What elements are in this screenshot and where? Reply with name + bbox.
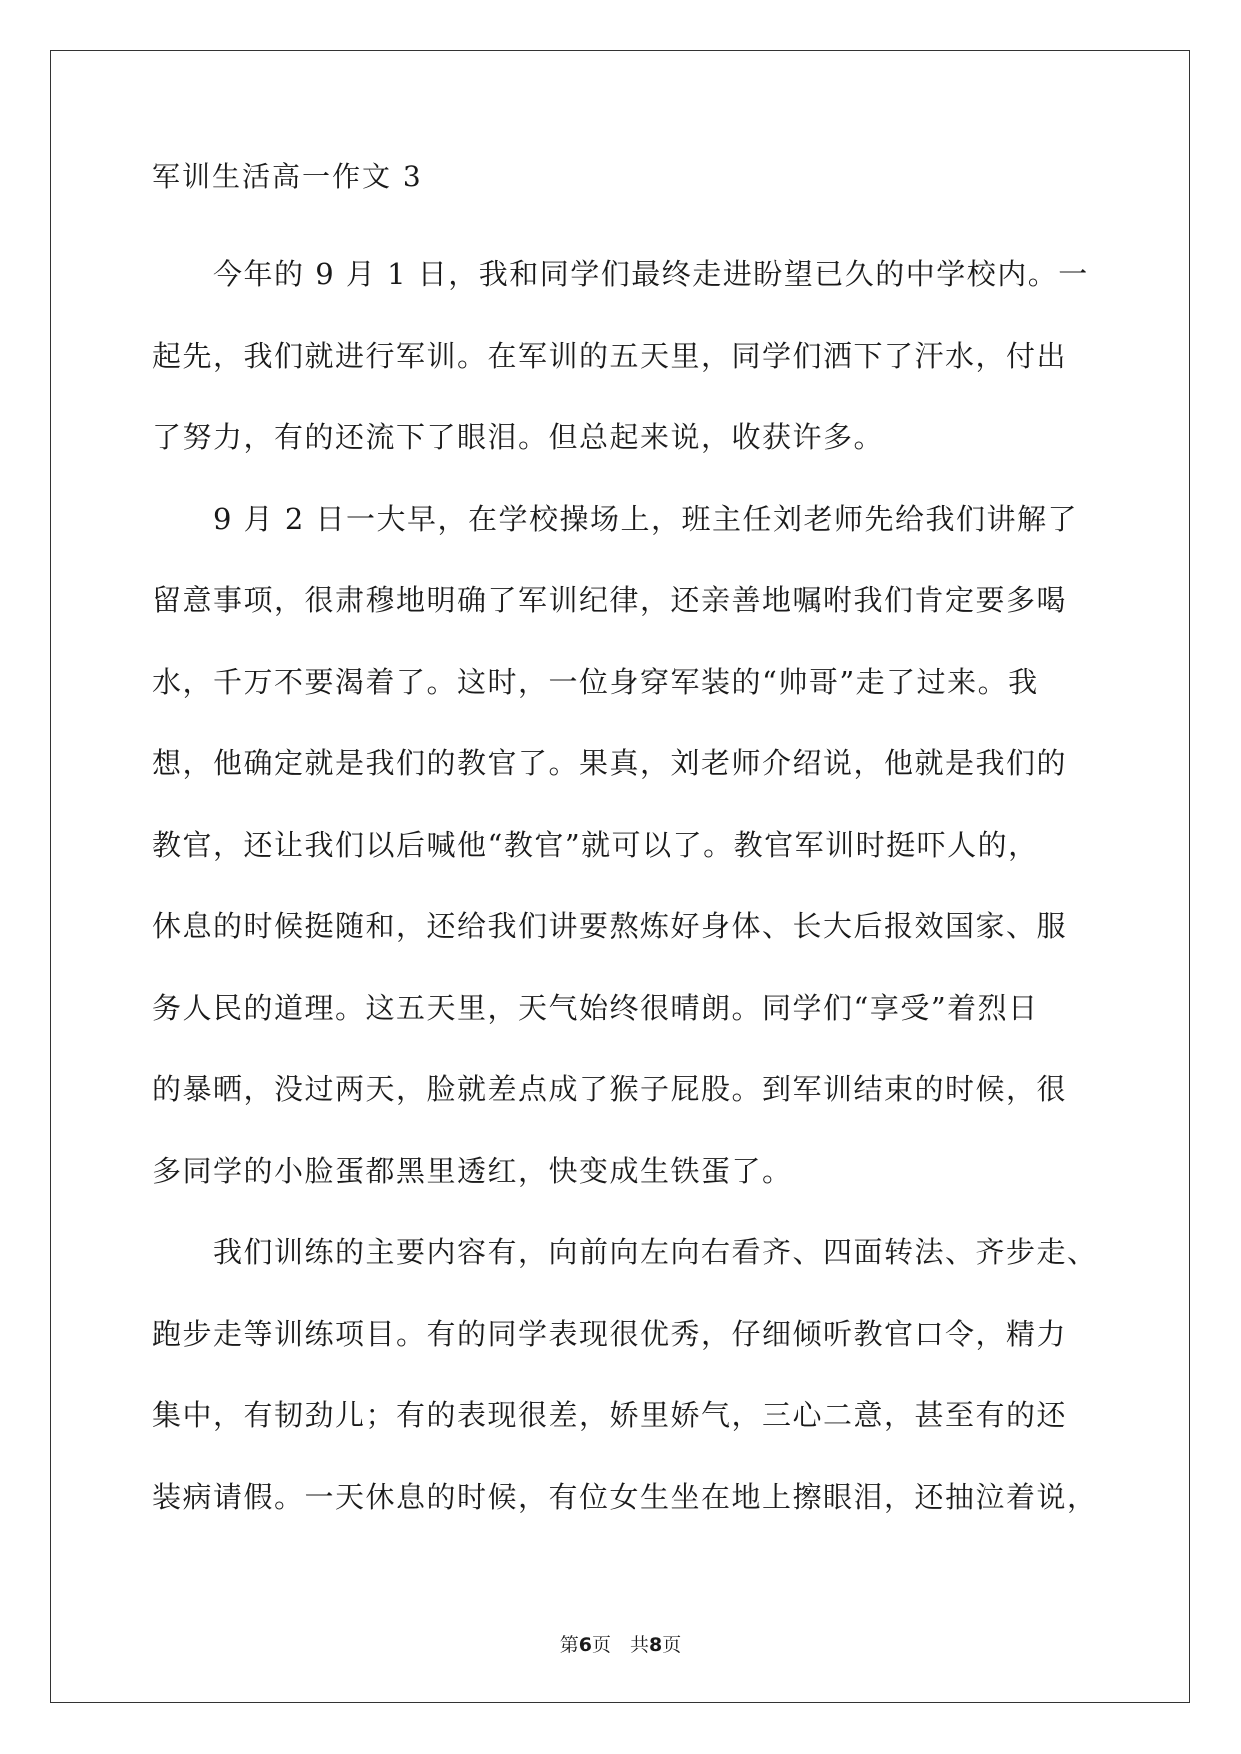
document-title: 军训生活高一作文 3 xyxy=(152,160,423,193)
document-body xyxy=(152,160,1098,1538)
text-line: 多同学的小脸蛋都黑里透红，快变成生铁蛋了。 xyxy=(152,1153,793,1188)
text-line: 务人民的道理。这五天里，天气始终很晴朗。同学们“享受”着烈日 xyxy=(152,990,1039,1025)
text-line: 9 月 2 日一大早，在学校操场上，班主任刘老师先给我们讲解了 xyxy=(152,501,1079,536)
footer-suffix: 页 xyxy=(662,1634,682,1656)
footer-prefix: 第 xyxy=(559,1634,579,1656)
text-line: 留意事项，很肃穆地明确了军训纪律，还亲善地嘱咐我们肯定要多喝 xyxy=(152,583,1068,617)
text-line: 装病请假。一天休息的时候，有位女生坐在地上擦眼泪，还抽泣着说， xyxy=(152,1479,1098,1514)
page-footer xyxy=(0,1633,1241,1657)
total-page-number: 8 xyxy=(649,1634,663,1656)
text-line: 集中，有韧劲儿；有的表现很差，娇里娇气，三心二意，甚至有的还 xyxy=(152,1398,1068,1432)
paragraph-2 xyxy=(152,479,1092,1213)
text-line: 教官，还让我们以后喊他“教官”就可以了。教官军训时挺吓人的， xyxy=(152,827,1039,862)
paragraph-1 xyxy=(152,234,1092,479)
paragraph-3 xyxy=(152,1212,1098,1538)
text-line: 休息的时候挺随和，还给我们讲要熬炼好身体、长大后报效国家、服 xyxy=(152,909,1068,943)
footer-middle: 页 共 xyxy=(591,1634,649,1656)
text-line: 跑步走等训练项目。有的同学表现很优秀，仔细倾听教官口令，精力 xyxy=(152,1316,1068,1351)
text-line: 我们训练的主要内容有，向前向左向右看齐、四面转法、齐步走、 xyxy=(152,1235,1098,1269)
text-line: 水，千万不要渴着了。这时，一位身穿军装的“帅哥”走了过来。我 xyxy=(152,664,1039,699)
text-line: 起先，我们就进行军训。在军训的五天里，同学们洒下了汗水，付出 xyxy=(152,338,1068,373)
text-line: 的暴晒，没过两天，脸就差点成了猴子屁股。到军训结束的时候，很 xyxy=(152,1072,1068,1106)
text-line: 了努力，有的还流下了眼泪。但总起来说，收获许多。 xyxy=(152,420,885,454)
current-page-number: 6 xyxy=(578,1634,592,1656)
text-line: 今年的 9 月 1 日，我和同学们最终走进盼望已久的中学校内。一 xyxy=(152,257,1089,291)
text-line: 想，他确定就是我们的教官了。果真，刘老师介绍说，他就是我们的 xyxy=(152,746,1068,780)
